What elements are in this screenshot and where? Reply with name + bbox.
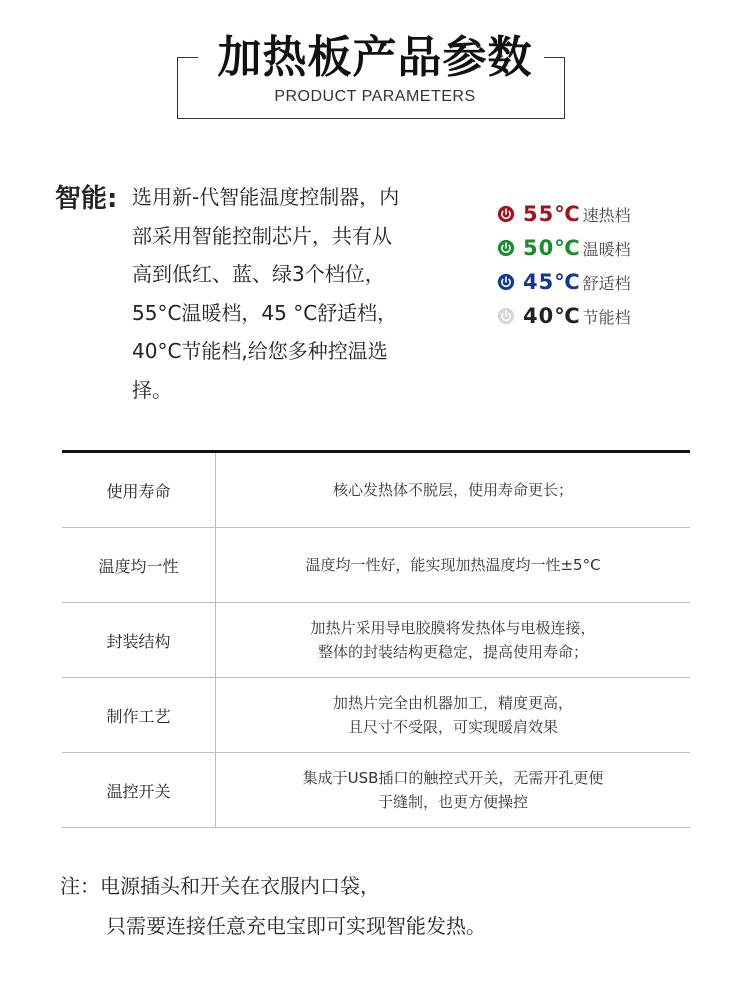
gear-name: 舒适档	[582, 273, 631, 293]
row-key: 温控开关	[62, 753, 216, 827]
row-value	[216, 678, 690, 752]
gear-item-40	[497, 299, 631, 333]
gear-temp: 45℃	[523, 270, 581, 294]
gear-name: 速热档	[582, 205, 631, 225]
footnote	[60, 866, 486, 946]
smart-line-5: 40°C节能档,给您多种控温选	[132, 339, 388, 363]
table-row	[62, 753, 690, 828]
row-value-line: 温度均一性好，能实现加热温度均一性±5°C	[305, 556, 601, 574]
power-icon	[497, 307, 515, 325]
gear-item-55	[497, 197, 631, 231]
row-value	[216, 753, 690, 827]
row-value-line: 且尺寸不受限，可实现暖肩效果	[347, 718, 558, 736]
row-key: 制作工艺	[62, 678, 216, 752]
gear-temp: 55℃	[523, 202, 581, 226]
power-icon	[497, 205, 515, 223]
table-row	[62, 528, 690, 603]
power-icon	[497, 239, 515, 257]
power-icon	[497, 273, 515, 291]
smart-description	[132, 178, 432, 409]
smart-line-1: 选用新-代智能温度控制器，内	[132, 185, 400, 209]
table-row	[62, 678, 690, 753]
smart-line-6: 择。	[132, 377, 172, 402]
table-row	[62, 453, 690, 528]
row-value-line: 整体的封装结构更稳定，提高使用寿命；	[317, 643, 588, 661]
row-value	[216, 528, 690, 602]
gear-temp: 40℃	[523, 304, 581, 328]
footnote-line-2: 只需要连接任意充电宝即可实现智能发热。	[106, 914, 486, 938]
smart-line-4: 55°C温暖档，45 °C舒适档，	[132, 300, 398, 325]
row-value	[216, 453, 690, 527]
gear-list	[497, 197, 631, 333]
smart-line-3: 高到低红、蓝、绿3个档位，	[132, 262, 385, 286]
parameter-table	[62, 450, 690, 828]
row-value	[216, 603, 690, 677]
row-key: 温度均一性	[62, 528, 216, 602]
footnote-line-1: 注：电源插头和开关在衣服内口袋，	[60, 874, 380, 898]
page-title: 加热板产品参数	[217, 32, 533, 83]
gear-item-50	[497, 231, 631, 265]
row-value-line: 加热片采用导电胶膜将发热体与电极连接，	[310, 619, 596, 637]
smart-line-2: 部采用智能控制芯片，共有从	[132, 223, 392, 248]
gear-name: 温暖档	[582, 239, 631, 259]
smart-label: 智能:	[55, 184, 118, 214]
row-value-line: 核心发热体不脱层，使用寿命更长；	[332, 481, 573, 499]
gear-temp: 50℃	[523, 236, 581, 260]
table-row	[62, 603, 690, 678]
row-value-line: 加热片完全由机器加工，精度更高，	[332, 694, 573, 712]
row-key: 使用寿命	[62, 453, 216, 527]
gear-name: 节能档	[582, 307, 631, 327]
row-value-line: 于缝制，也更方便操控	[377, 793, 528, 811]
row-key: 封装结构	[62, 603, 216, 677]
row-value-line: 集成于USB插口的触控式开关，无需开孔更便	[302, 769, 604, 787]
gear-item-45	[497, 265, 631, 299]
page-subtitle: PRODUCT PARAMETERS	[274, 88, 476, 105]
